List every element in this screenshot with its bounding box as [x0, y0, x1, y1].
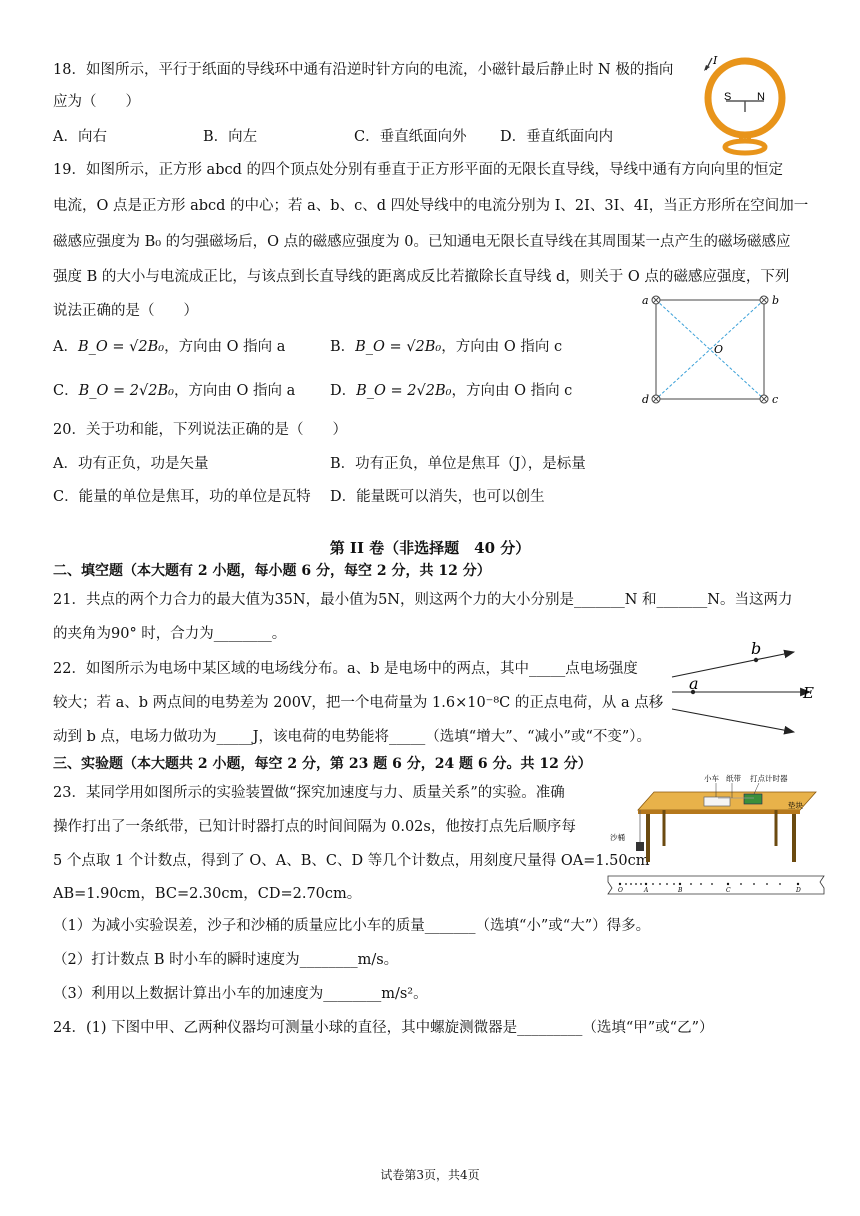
- page-footer: 试卷第3页，共4页: [380, 1168, 480, 1182]
- q20-option-c: C．能量的单位是焦耳，功的单位是瓦特: [53, 489, 311, 505]
- fig18-n-label: N: [757, 91, 765, 103]
- fig23-timer: [744, 794, 762, 804]
- q18-option-d: D．垂直纸面向内: [500, 129, 614, 145]
- q24-line1: 24．(1) 下图中甲、乙两种仪器均可测量小球的直径，其中螺旋测微器是_________（选填“甲”或“乙”）: [53, 1020, 714, 1036]
- q19-option-d: D．B_O = 2√2B₀，方向由 O 指向 c: [330, 383, 573, 399]
- q23-sub2: （2）打计数点 B 时小车的瞬时速度为________m/s。: [53, 952, 399, 968]
- fig23-timer-label: 打点计时器: [750, 774, 788, 783]
- q18-option-b: B．向左: [203, 129, 258, 145]
- q19-line3: 磁感应强度为 B₀ 的匀强磁场后，O 点的磁感应强度为 0。已知通电无限长直导线在其周围某一点产生的磁场磁感应: [53, 234, 791, 250]
- q22-line3: 动到 b 点，电场力做功为_____J，该电荷的电势能将_____（选填“增大”、“减小”或“不变”）。: [53, 729, 652, 745]
- q22-figure-field-lines: [668, 638, 818, 738]
- section3-title: 三、实验题（本大题共 2 小题，每空 2 分，第 23 题 6 分，24 题 6 分。共 12 分）: [53, 756, 592, 772]
- q20-option-a: A．功有正负，功是矢量: [53, 456, 209, 472]
- fig19-a-label: a: [642, 294, 649, 307]
- q20-line1: 20．关于功和能，下列说法正确的是（ ）: [53, 422, 347, 438]
- q23-line4: AB=1.90cm，BC=2.30cm，CD=2.70cm。: [53, 886, 362, 902]
- fig23-block-label: 垫块: [788, 801, 803, 810]
- fig23-point-a: A: [644, 887, 649, 894]
- q21-line2: 的夹角为90° 时，合力为________。: [53, 626, 287, 642]
- section2-title: 二、填空题（本大题有 2 小题，每小题 6 分，每空 2 分，共 12 分）: [53, 563, 491, 579]
- fig18-current-label: I: [713, 54, 718, 67]
- q20-option-b: B．功有正负，单位是焦耳（J），是标量: [330, 456, 586, 472]
- q18-option-c: C．垂直纸面向外: [354, 129, 467, 145]
- fig22-a-label: a: [689, 674, 699, 693]
- fig23-point-c: C: [726, 887, 731, 894]
- q19-line4: 强度 B 的大小与电流成正比，与该点到长直导线的距离成反比若撤除长直导线 d，则关于 O 点的磁感应强度，下列: [53, 269, 790, 285]
- q18-line1: 18．如图所示，平行于纸面的导线环中通有沿逆时针方向的电流，小磁针最后静止时 N 极的指向: [53, 62, 674, 78]
- q21-line1: 21．共点的两个力合力的最大值为35N，最小值为5N，则这两个力的大小分别是_______N 和_______N。当这两力: [53, 592, 793, 608]
- q19-option-c: C．B_O = 2√2B₀，方向由 O 指向 a: [53, 383, 296, 399]
- q19-option-a: A．B_O = √2B₀，方向由 O 指向 a: [53, 339, 286, 355]
- q23-line3: 5 个点取 1 个计数点，得到了 O、A、B、C、D 等几个计数点，用刻度尺量得 OA=1.50cm: [53, 853, 650, 869]
- q19-option-c-formula: B_O = 2√2B₀: [78, 383, 174, 399]
- q23-line1: 23．某同学用如图所示的实验装置做“探究加速度与力、质量关系”的实验。准确: [53, 785, 565, 801]
- q19-option-a-formula: B_O = √2B₀: [77, 339, 165, 355]
- q19-option-b-formula: B_O = √2B₀: [355, 339, 442, 355]
- q23-figure-apparatus: [604, 770, 828, 906]
- q19-line1: 19．如图所示，正方形 abcd 的四个顶点处分别有垂直于正方形平面的无限长直导线，导线中通有方向向里的恒定: [53, 162, 783, 178]
- fig23-point-d: D: [796, 887, 801, 894]
- q19-line2: 电流，O 点是正方形 abcd 的中心；若 a、b、c、d 四处导线中的电流分别为 I、2I、3I、4I，当正方形所在空间加一: [53, 198, 809, 214]
- q18-line2: 应为（ ）: [53, 94, 140, 110]
- q23-sub3: （3）利用以上数据计算出小车的加速度为________m/s²。: [53, 986, 428, 1002]
- q23-sub1: （1）为减小实验误差，沙子和沙桶的质量应比小车的质量_______（选填“小”或“大”）得多。: [53, 918, 651, 934]
- fig23-point-b: B: [678, 887, 683, 894]
- fig23-paper-tape: [608, 876, 824, 894]
- q23-line2: 操作打出了一条纸带，已知计时器打点的时间间隔为 0.02s，他按打点先后顺序每: [53, 819, 576, 835]
- q19-option-d-formula: B_O = 2√2B₀: [356, 383, 452, 399]
- fig19-d-label: d: [642, 393, 650, 406]
- q22-line2: 较大；若 a、b 两点间的电势差为 200V，把一个电荷量为 1.6×10⁻⁸C 的正点电荷，从 a 点移: [53, 695, 664, 711]
- q22-line1: 22．如图所示为电场中某区域的电场线分布。a、b 是电场中的两点，其中_____点电场强度: [53, 661, 638, 677]
- part2-title: 第 II 卷（非选择题 40 分）: [329, 539, 531, 557]
- q18-option-a: A．向右: [53, 129, 107, 145]
- fig23-tape-label: 纸带: [726, 774, 741, 783]
- q19-line5: 说法正确的是（ ）: [53, 303, 198, 319]
- q19-option-b: B．B_O = √2B₀，方向由 O 指向 c: [330, 339, 563, 355]
- q18-figure-wire-loop: [700, 50, 790, 160]
- fig23-bucket-label: 沙桶: [610, 833, 625, 842]
- q19-figure-square: [640, 290, 790, 410]
- fig22-b-label: b: [751, 639, 762, 658]
- fig19-c-label: c: [772, 393, 779, 406]
- fig19-o-label: O: [714, 343, 724, 356]
- q20-option-d: D．能量既可以消失，也可以创生: [330, 489, 545, 505]
- fig22-e-label: E: [803, 684, 814, 702]
- fig18-s-label: S: [724, 91, 732, 103]
- fig23-point-o: O: [618, 887, 623, 894]
- fig19-b-label: b: [772, 294, 780, 307]
- fig23-cart-label: 小车: [704, 774, 719, 783]
